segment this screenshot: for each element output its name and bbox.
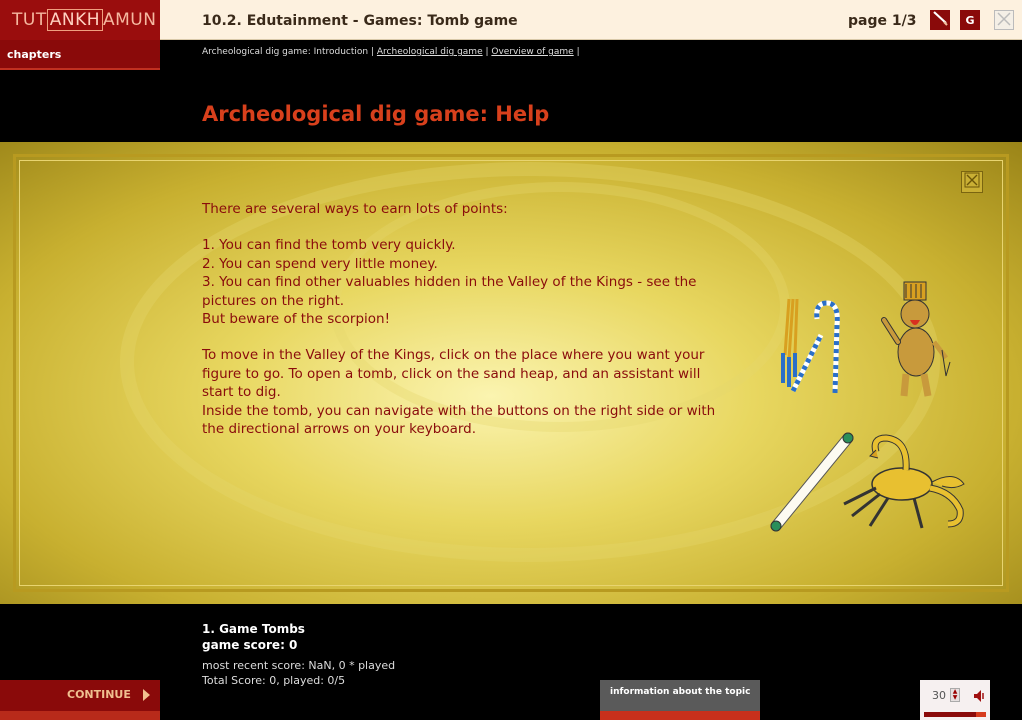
page-indicator: page 1/3 xyxy=(848,13,917,29)
help-list-item: 3. You can find other valuables hidden in the Valley of the Kings - see the pictures on the right. xyxy=(202,274,701,309)
help-list-item: 1. You can find the tomb very quickly. xyxy=(202,237,456,254)
breadcrumb xyxy=(202,47,580,57)
help-text xyxy=(202,200,732,438)
chapters-button[interactable] xyxy=(0,40,160,70)
continue-label: CONTINUE xyxy=(67,688,131,701)
sound-level-fill xyxy=(976,712,986,717)
breadcrumb-separator: | xyxy=(368,47,377,57)
close-icon xyxy=(964,172,980,192)
scorpion-icon xyxy=(836,430,970,538)
volume-stepper[interactable]: ▲ ▼ xyxy=(950,688,960,702)
title-bar xyxy=(160,0,1022,40)
help-movement-text: To move in the Valley of the Kings, click on the place where you want your figure to go. To open a tomb, click on the sand heap, and an assistant will start to dig. xyxy=(202,347,709,401)
help-panel xyxy=(0,142,1022,604)
page-title: Archeological dig game: Help xyxy=(202,102,550,126)
chapters-label: chapters xyxy=(7,48,62,61)
close-help-button[interactable] xyxy=(961,171,983,193)
bes-figure-icon xyxy=(878,280,958,404)
breadcrumb-separator: | xyxy=(573,47,580,57)
breadcrumb-separator: | xyxy=(482,47,492,57)
section-title: 10.2. Edutainment - Games: Tomb game xyxy=(202,13,518,29)
breadcrumb-item-introduction: Archeological dig game: Introduction xyxy=(202,47,369,57)
help-warning: But beware of the scorpion! xyxy=(202,311,391,328)
info-label: information about the topic xyxy=(610,687,751,697)
close-icon xyxy=(997,11,1011,30)
glossary-label: G xyxy=(965,13,975,27)
logo-text-post: AMUN xyxy=(103,10,157,30)
tutankhamun-logo xyxy=(0,0,160,40)
pen-button[interactable] xyxy=(930,10,950,30)
help-list-item: 2. You can spend very little money. xyxy=(202,255,438,272)
breadcrumb-link-overview[interactable]: Overview of game xyxy=(491,47,574,57)
crook-and-flail-icon xyxy=(775,295,855,399)
breadcrumb-link-dig-game[interactable]: Archeological dig game xyxy=(376,47,483,57)
continue-button[interactable] xyxy=(0,680,160,720)
total-score: Total Score: 0, played: 0/5 xyxy=(202,674,346,687)
arrow-right-icon xyxy=(143,689,150,701)
logo-text-box: ANKH xyxy=(47,9,103,31)
pen-icon xyxy=(932,10,948,30)
help-navigation-text: Inside the tomb, you can navigate with the buttons on the right side or with the directional arrows on your keyboard. xyxy=(202,402,720,438)
recent-score: most recent score: NaN, 0 * played xyxy=(202,659,396,672)
sound-controls xyxy=(920,680,990,720)
game-score: game score: 0 xyxy=(202,638,298,652)
game-name: 1. Game Tombs xyxy=(202,622,305,636)
logo-text-pre: TUT xyxy=(12,10,47,30)
help-intro: There are several ways to earn lots of points: xyxy=(202,201,508,217)
volume-value: 30 xyxy=(932,689,946,702)
glossary-button[interactable] xyxy=(960,10,980,30)
close-window-button[interactable] xyxy=(994,10,1014,30)
speaker-icon[interactable] xyxy=(972,688,986,707)
sound-level-bar xyxy=(924,712,986,717)
info-about-topic-button[interactable] xyxy=(600,680,760,720)
